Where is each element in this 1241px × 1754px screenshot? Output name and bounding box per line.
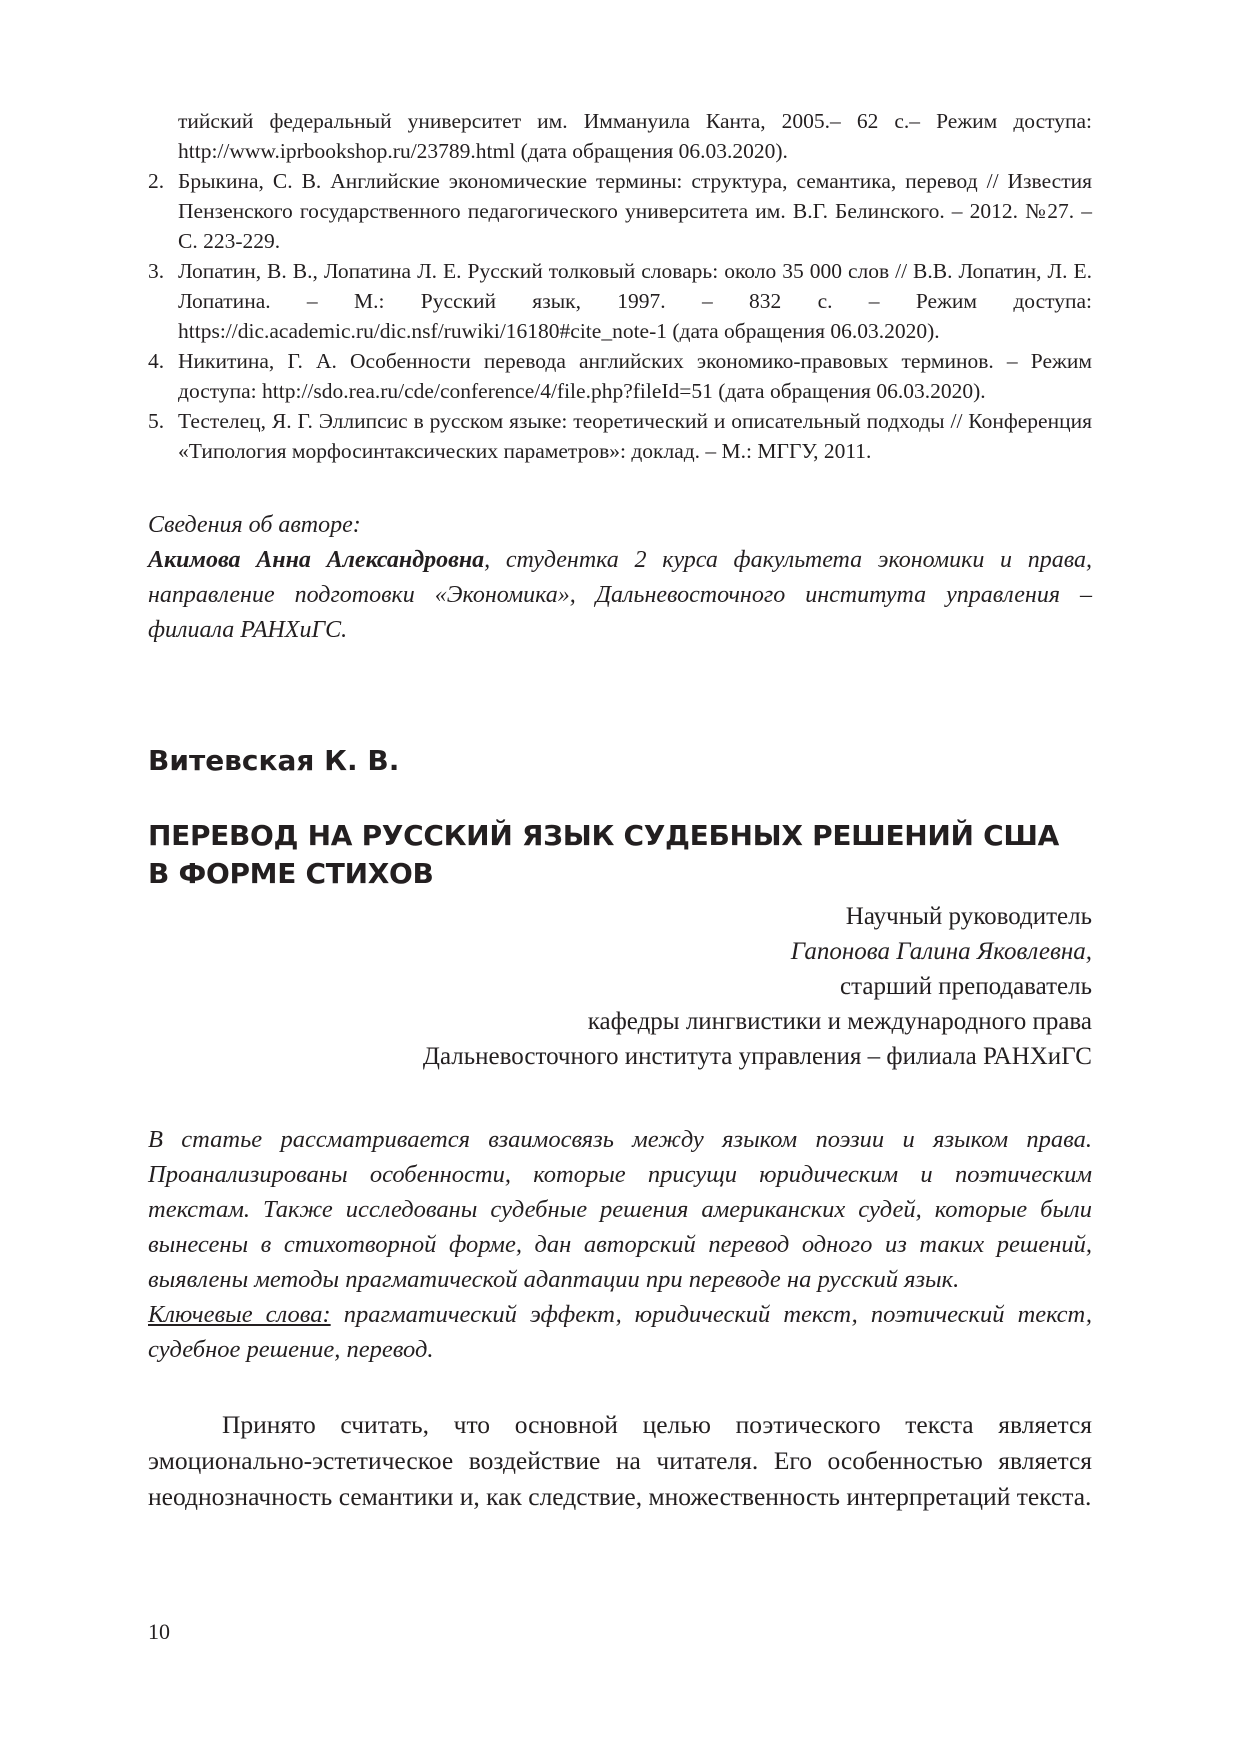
- keywords-label: Ключевые слова:: [148, 1301, 331, 1328]
- supervisor-position: старший преподаватель: [840, 973, 1092, 1000]
- reference-number: 4.: [148, 349, 165, 373]
- supervisor-institution: Дальневосточного института управления – филиала РАНХиГС: [422, 1043, 1092, 1070]
- reference-list: [148, 106, 1092, 466]
- reference-text: тийский федеральный университет им. Иммануила Канта, 2005.– 62 с.– Режим доступа: http://www.iprbookshop.ru/23789.html (дата обращения 06.03.2020).: [178, 109, 1092, 163]
- article-title-line: В ФОРМЕ СТИХОВ: [148, 857, 434, 890]
- reference-text: Брыкина, С. В. Английские экономические термины: структура, семантика, перевод // Известия Пензенского государственного педагогического университета им. В.Г. Белинского. – 2012. №27. – С. 223-229.: [178, 169, 1092, 253]
- body-paragraph: Принято считать, что основной целью поэтического текста является эмоционально-эстетическое воздействие на читателя. Его особенностью является неоднозначность семантики и, как следствие, множественность интерпретаций текста.: [148, 1410, 1092, 1511]
- reference-item: [148, 406, 1092, 466]
- reference-item: [148, 106, 1092, 166]
- page-content: [148, 106, 1092, 1515]
- reference-item: [148, 166, 1092, 256]
- keywords-text: прагматический эффект, юридический текст, поэтический текст, судебное решение, перевод.: [148, 1301, 1092, 1363]
- author-name: Акимова Анна Александровна: [148, 547, 485, 573]
- reference-number: 2.: [148, 169, 165, 193]
- reference-text: Тестелец, Я. Г. Эллипсис в русском языке: теоретический и описательный подходы // Конференция «Типология морфосинтаксических параметров»: доклад. – М.: МГГУ, 2011.: [178, 409, 1092, 463]
- article-title: [148, 817, 1092, 893]
- supervisor-department: кафедры лингвистики и международного права: [587, 1008, 1092, 1035]
- abstract: В статье рассматривается взаимосвязь между языком поэзии и языком права. Проанализированы особенности, которые присущи юридическим и поэтическим текстам. Также исследованы судебные решения американских судей, которые были вынесены в стихотворной форме, дан авторский перевод одного из таких решений, выявлены методы прагматической адаптации при переводе на русский язык.: [148, 1126, 1092, 1293]
- author-details: , студентка 2 курса факультета экономики и права, направление подготовки «Экономика», Дальневосточного института управления – филиала РАНХиГС.: [148, 547, 1092, 643]
- reference-text: Никитина, Г. А. Особенности перевода английских экономико-правовых терминов. – Режим доступа: http://sdo.rea.ru/cde/conference/4/file.php?fileId=51 (дата обращения 06.03.2020).: [178, 349, 1092, 403]
- article-title-line: ПЕРЕВОД НА РУССКИЙ ЯЗЫК СУДЕБНЫХ РЕШЕНИЙ США: [148, 819, 1060, 852]
- supervisor-role: Научный руководитель: [845, 903, 1092, 930]
- supervisor-name: Гапонова Галина Яковлевна,: [790, 938, 1092, 965]
- reference-item: [148, 256, 1092, 346]
- page-number: 10: [148, 1619, 170, 1644]
- reference-text: Лопатин, В. В., Лопатина Л. Е. Русский толковый словарь: около 35 000 слов // В.В. Лопатин, Л. Е. Лопатина. – М.: Русский язык, 1997. – 832 с. – Режим доступа: https://dic.academic.ru/dic.nsf/ruwiki/16180#cite_note-1 (дата обращения 06.03.2020).: [178, 259, 1092, 343]
- supervisor-block: [148, 899, 1092, 1074]
- article-author: Витевская К. В.: [148, 744, 400, 777]
- keywords: [148, 1297, 1092, 1367]
- reference-number: 5.: [148, 409, 165, 433]
- author-info: [148, 508, 1092, 648]
- author-info-label: Сведения об авторе:: [148, 512, 361, 538]
- reference-item: [148, 346, 1092, 406]
- reference-number: 3.: [148, 259, 165, 283]
